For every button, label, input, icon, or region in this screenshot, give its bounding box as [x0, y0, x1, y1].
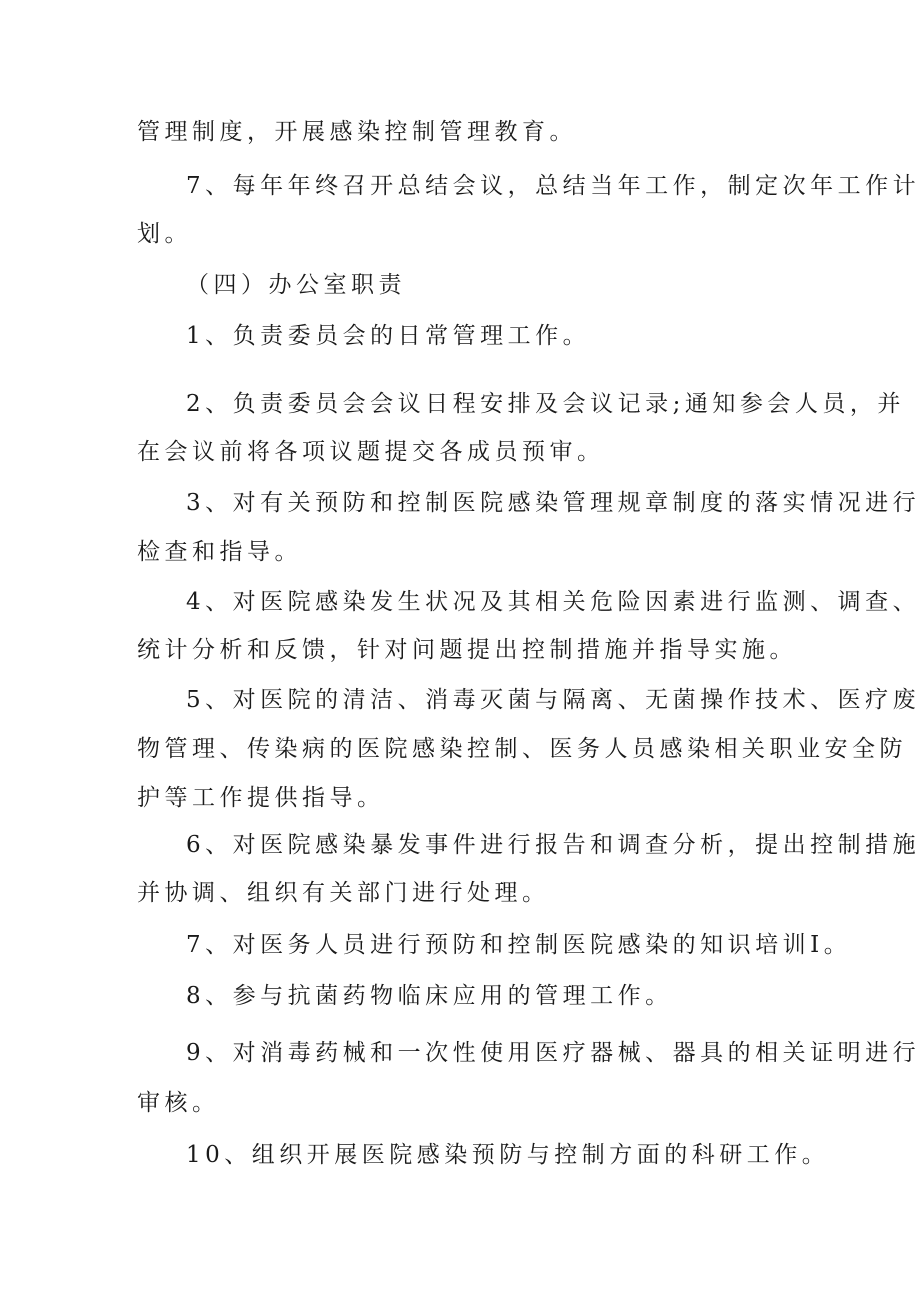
text-line: 5、对医院的清洁、消毒灭菌与隔离、无菌操作技术、医疗废 — [186, 687, 920, 713]
text-line: 护等工作提供指导。 — [137, 785, 385, 811]
text-line: 2、负责委员会会议日程安排及会议记录;通知参会人员，并 — [186, 391, 905, 417]
text-line: 7、对医务人员进行预防和控制医院感染的知识培训I。 — [186, 932, 852, 958]
text-line: 7、每年年终召开总结会议，总结当年工作，制定次年工作计 — [186, 173, 920, 199]
text-line: 6、对医院感染暴发事件进行报告和调查分析，提出控制措施 — [186, 832, 920, 858]
section-heading: （四）办公室职责 — [186, 272, 406, 298]
text-line: 物管理、传染病的医院感染控制、医务人员感染相关职业安全防 — [137, 736, 907, 762]
text-line: 4、对医院感染发生状况及其相关危险因素进行监测、调查、 — [186, 589, 920, 615]
text-line: 并协调、组织有关部门进行处理。 — [137, 880, 550, 906]
text-line: 审核。 — [137, 1090, 220, 1116]
text-line: 3、对有关预防和控制医院感染管理规章制度的落实情况进行 — [186, 490, 920, 516]
text-line: 划。 — [137, 221, 192, 247]
text-line: 统计分析和反馈，针对问题提出控制措施并指导实施。 — [137, 637, 797, 663]
text-line: 检查和指导。 — [137, 539, 302, 565]
text-line: 在会议前将各项议题提交各成员预审。 — [137, 439, 605, 465]
text-line: 9、对消毒药械和一次性使用医疗器械、器具的相关证明进行 — [186, 1040, 920, 1066]
text-line: 8、参与抗菌药物临床应用的管理工作。 — [186, 983, 673, 1009]
text-line: 10、组织开展医院感染预防与控制方面的科研工作。 — [186, 1142, 830, 1168]
text-line: 1、负责委员会的日常管理工作。 — [186, 323, 591, 349]
text-line: 管理制度，开展感染控制管理教育。 — [137, 119, 577, 145]
